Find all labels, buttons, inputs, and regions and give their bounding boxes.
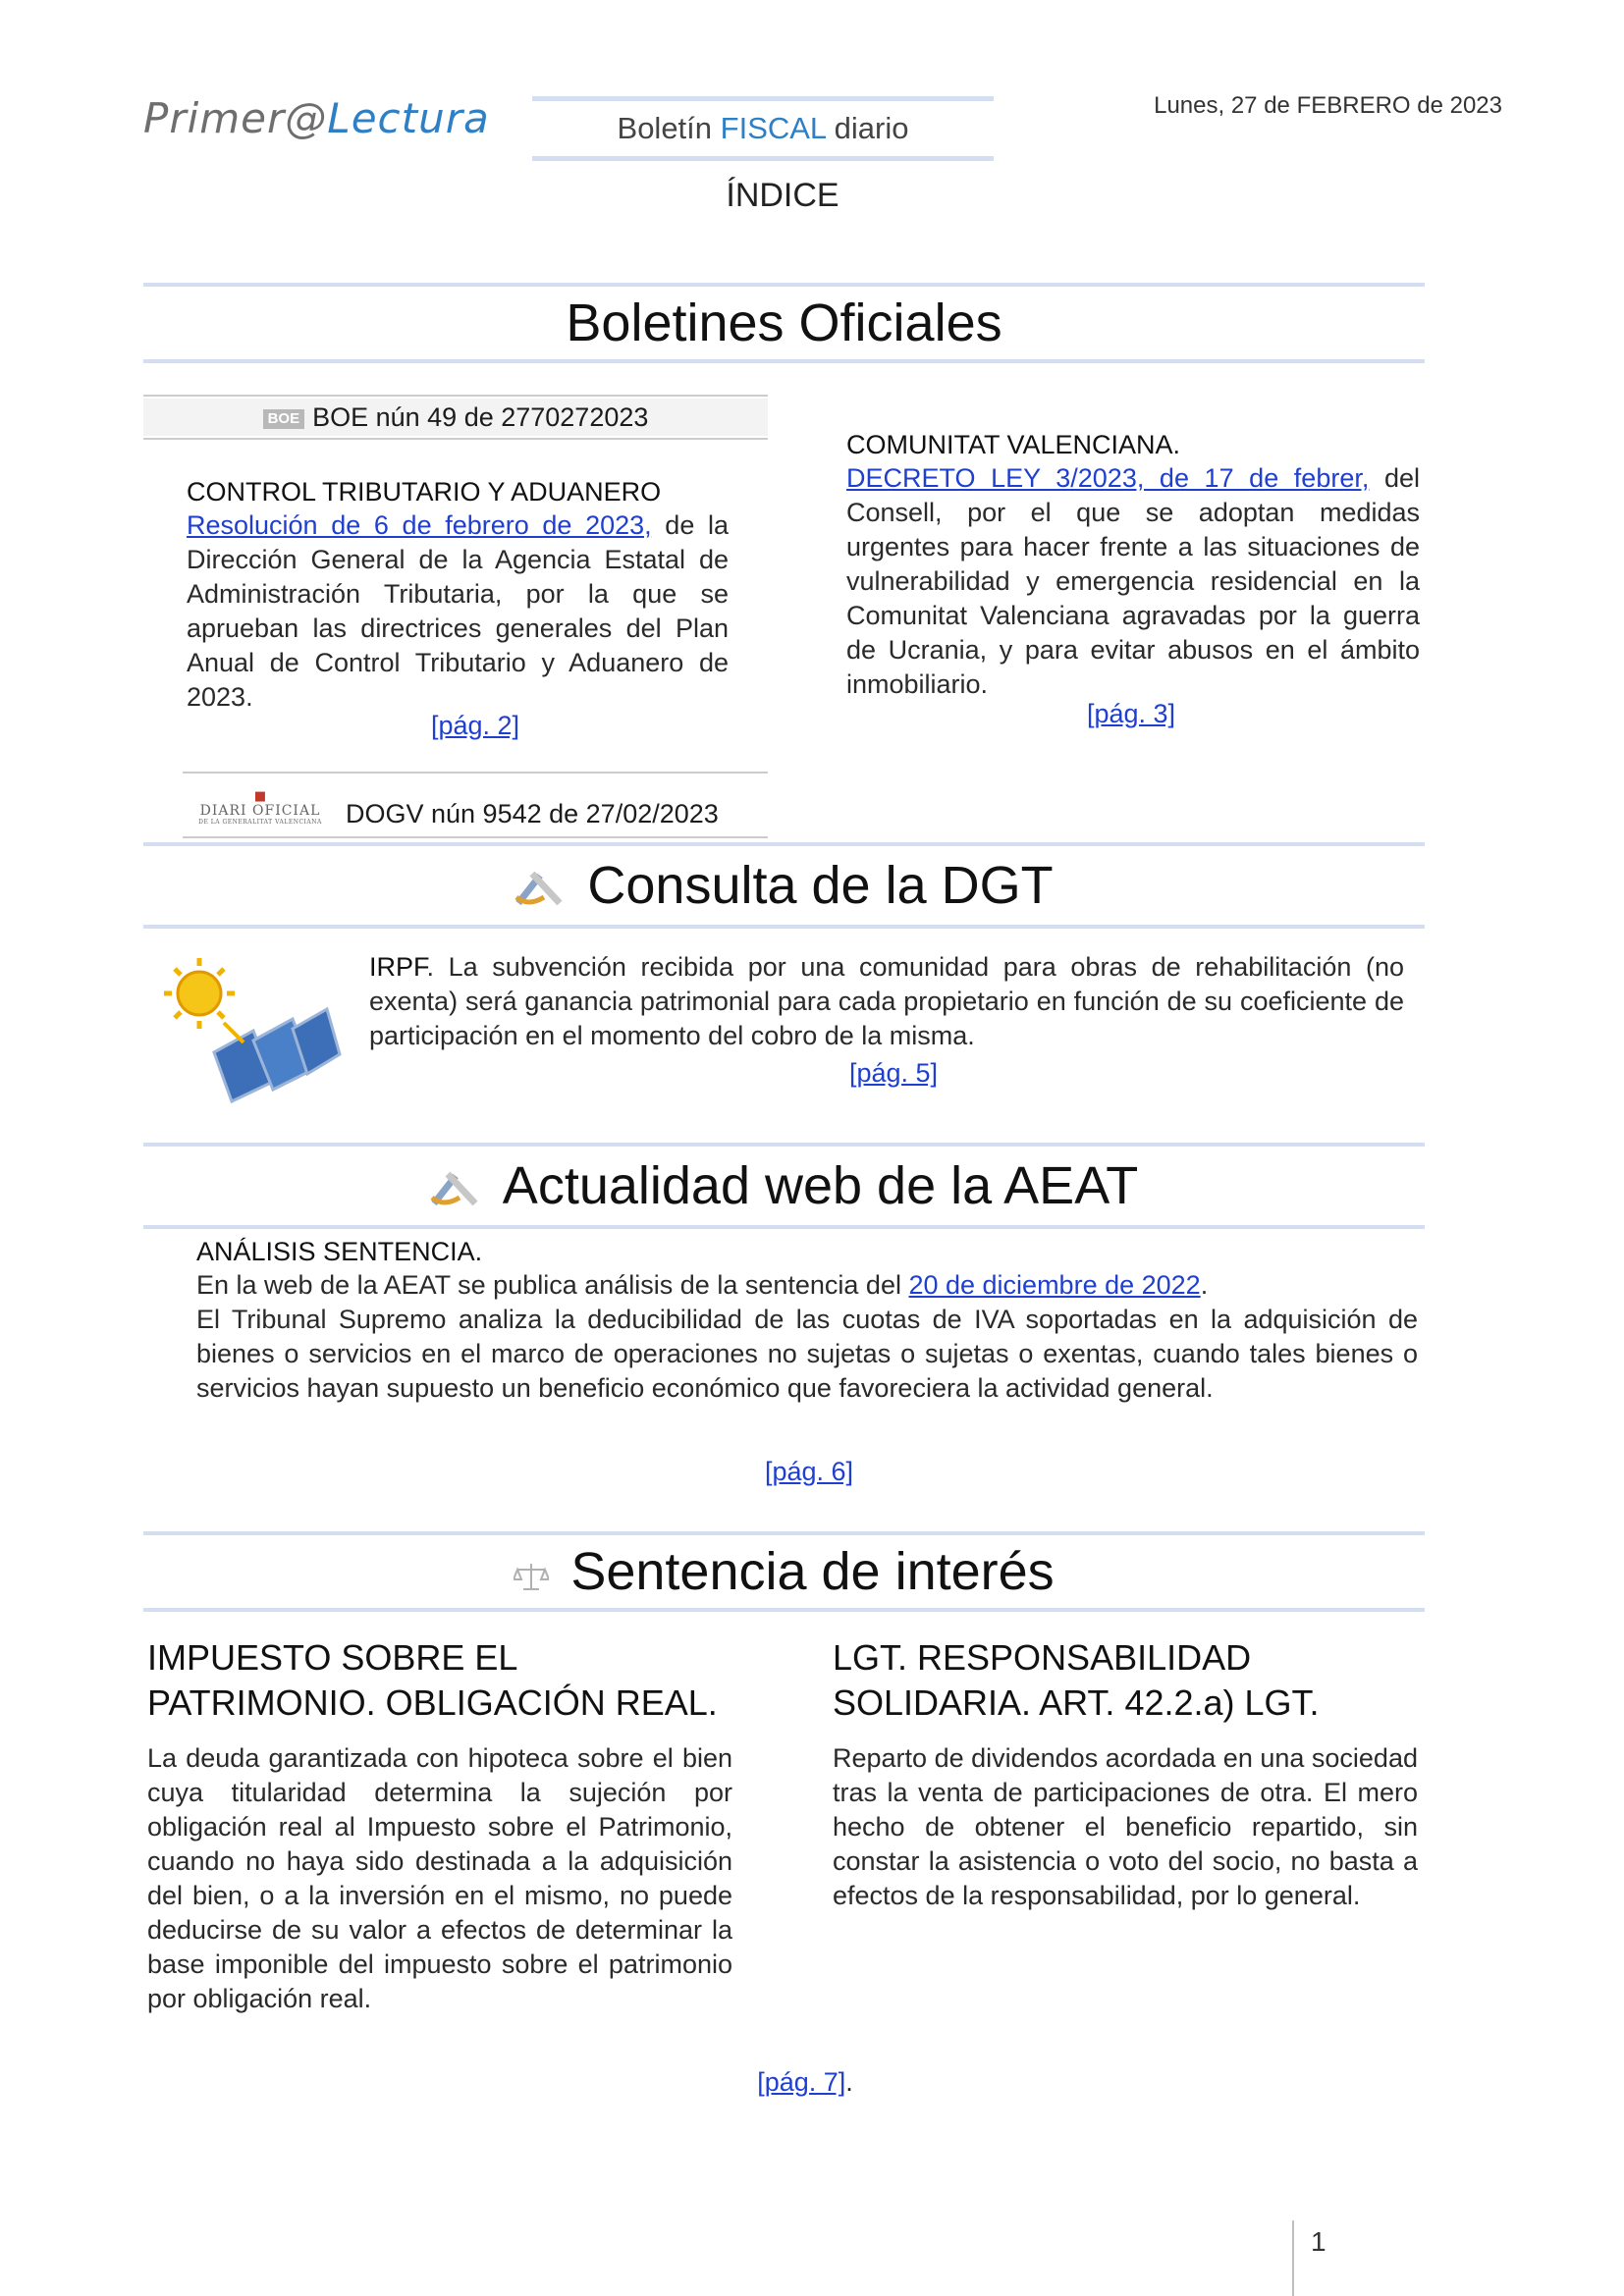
page-number: 1 (1311, 2226, 1326, 2257)
section-sentencia (143, 1531, 1425, 1612)
dogv-logo-line1: DIARI OFICIAL (199, 803, 321, 819)
aeat-icon (514, 850, 566, 929)
section-boletines (143, 283, 1425, 363)
section-title: Consulta de la DGT (587, 856, 1054, 915)
brand-logo (143, 94, 490, 142)
heading-line: PATRIMONIO. OBLIGACIÓN REAL. (147, 1682, 718, 1723)
section-title: Sentencia de interés (570, 1542, 1055, 1601)
actualidad-paragraph (196, 1268, 1418, 1406)
boe-resolution-link[interactable]: Resolución de 6 de febrero de 2023, (187, 510, 652, 540)
boe-paragraph (187, 508, 729, 715)
sentencia-right-paragraph: Reparto de dividendos acordada en una sociedad tras la venta de participaciones de otra. El mero hecho de obtener el beneficio repartido, sin constar la asistencia o voto del socio, no basta a efectos de la responsabilidad, por lo general. (833, 1743, 1418, 1910)
divider (183, 772, 768, 774)
boe-label: BOE nún 49 de 2770272023 (312, 402, 649, 432)
page-link-7-wrap (707, 2067, 903, 2098)
page-link-2[interactable]: [pág. 2] (430, 711, 520, 740)
cv-paragraph (846, 461, 1420, 702)
solar-panel-icon (155, 954, 342, 1111)
sentencia-right-heading (833, 1635, 1422, 1726)
dogv-logo (187, 791, 334, 827)
bulletin-prefix: Boletín (617, 111, 721, 145)
actualidad-heading: ANÁLISIS SENTENCIA. (196, 1237, 483, 1266)
section-title: Actualidad web de la AEAT (502, 1156, 1139, 1215)
section-consulta (143, 842, 1425, 929)
sentencia-link[interactable]: 20 de diciembre de 2022 (908, 1270, 1201, 1300)
boe-text: de la Dirección General de la Agencia Estatal de Administración Tributaria, por la que se aprueban las directrices generales del Plan Anual de Control Tributario y Aduanero de 2023. (187, 510, 729, 712)
divider (183, 836, 768, 838)
brand-part1: Primer@ (143, 94, 328, 142)
cv-heading: COMUNITAT VALENCIANA. (846, 430, 1181, 459)
dogv-label: DOGV nún 9542 de 27/02/2023 (346, 799, 719, 828)
sentencia-left-heading (147, 1635, 776, 1726)
date: Lunes, 27 de FEBRERO de 2023 (1154, 92, 1502, 119)
heading-line: SOLIDARIA. ART. 42.2.a) LGT. (833, 1682, 1320, 1723)
heading-line: IMPUESTO SOBRE EL (147, 1637, 518, 1678)
sentencia-left-paragraph: La deuda garantizada con hipoteca sobre el bien cuya titularidad determina la sujeción por obligación real al Impuesto sobre el Patrimonio, cuando no haya sido destinada a la adquisición del bien, o a la inversión en el mismo, no puede deducirse de su valor a efectos de determinar la base imponible del impuesto sobre el patrimonio por obligación real. (147, 1743, 732, 2013)
dogv-logo-line2: DE LA GENERALITAT VALENCIANA (198, 819, 322, 826)
divider (143, 438, 768, 440)
divider (143, 395, 768, 397)
page-link-6[interactable]: [pág. 6] (764, 1457, 854, 1486)
consulta-text: . La subvención recibida por una comunidad para obras de rehabilitación (no exenta) será ganancia patrimonial para cada propietario en función de su coeficiente de participación en el momento del cobro de la misma. (369, 952, 1404, 1050)
bulletin-suffix: diario (826, 111, 909, 145)
scale-icon (514, 1539, 549, 1612)
boe-label-bar (143, 399, 768, 436)
cv-decreto-link[interactable]: DECRETO LEY 3/2023, de 17 de febrer, (846, 463, 1370, 493)
page-link-5[interactable]: [pág. 5] (848, 1058, 939, 1088)
actualidad-text2: El Tribunal Supremo analiza la deducibilidad de las cuotas de IVA soportadas en la adquisición de bienes o servicios en el marco de operaciones no sujetas o sujetas o exentas, cuando tales bienes o servicios hayan supuesto un beneficio económico que favoreciera la actividad general. (196, 1305, 1418, 1403)
actualidad-text1: En la web de la AEAT se publica análisis de la sentencia del (196, 1270, 909, 1300)
footer-divider (1292, 2220, 1294, 2296)
bulletin-title (532, 96, 994, 161)
boe-heading: CONTROL TRIBUTARIO Y ADUANERO (187, 477, 662, 507)
dogv-emblem: ■ (253, 789, 267, 804)
boe-logo: BOE (263, 409, 305, 429)
consulta-paragraph (369, 950, 1404, 1053)
page-link-7-suffix: . (845, 2067, 853, 2097)
section-title: Boletines Oficiales (566, 294, 1002, 352)
consulta-lead: IRPF (369, 952, 427, 982)
section-actualidad (143, 1143, 1425, 1229)
page-link-7[interactable]: [pág. 7] (757, 2067, 846, 2097)
index-title: ÍNDICE (726, 177, 839, 214)
cv-text: del Consell, por el que se adoptan medidas urgentes para hacer frente a las situaciones de vulnerabilidad y emergencia residencial en la Comunitat Valenciana agravadas por la guerra de Ucrania, y para evitar abusos en el ámbito inmobiliario. (846, 463, 1420, 699)
actualidad-text1-end: . (1200, 1270, 1209, 1300)
aeat-icon (430, 1150, 481, 1229)
brand-part2: Lectura (327, 94, 490, 142)
bulletin-fiscal: FISCAL (720, 111, 827, 145)
page-link-3[interactable]: [pág. 3] (1086, 699, 1176, 728)
heading-line: LGT. RESPONSABILIDAD (833, 1637, 1252, 1678)
